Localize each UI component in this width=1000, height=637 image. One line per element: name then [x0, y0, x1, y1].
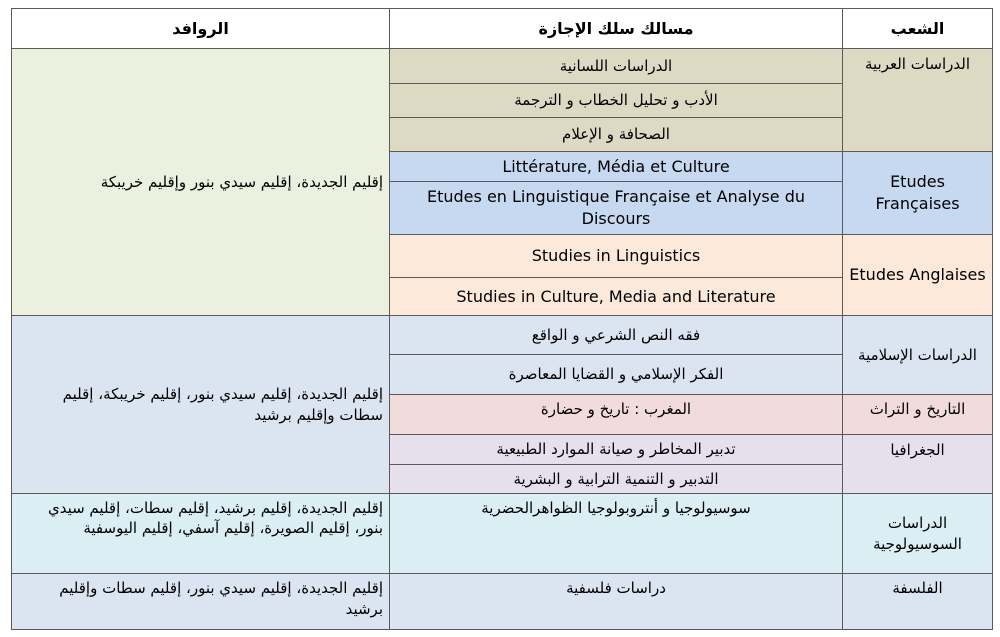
track-islamic-thought: الفكر الإسلامي و القضايا المعاصرة	[390, 354, 843, 394]
header-branches: الشعب	[843, 9, 993, 49]
feeders-group-4: إقليم الجديدة، إقليم سيدي بنور، إقليم سطات وإقليم برشيد	[12, 574, 390, 630]
header-tracks: مسالك سلك الإجازة	[390, 9, 843, 49]
table-row	[12, 316, 993, 354]
track-morocco-history: المغرب : تاريخ و حضارة	[390, 395, 843, 435]
branch-geography: الجغرافيا	[843, 435, 993, 493]
track-risk-management: تدبير المخاطر و صيانة الموارد الطبيعية	[390, 435, 843, 464]
track-urban-sociology: سوسيولوجيا و أنتروبولوجيا الظواهرالحضرية	[390, 493, 843, 574]
track-islamic-jurisprudence: فقه النص الشرعي و الواقع	[390, 316, 843, 354]
feeders-group-2: إقليم الجديدة، إقليم سيدي بنور، إقليم خريبكة، إقليم سطات وإقليم برشيد	[12, 316, 390, 493]
header-feeders: الروافد	[12, 9, 390, 49]
track-territorial-development: التدبير و التنمية الترابية و البشرية	[390, 464, 843, 493]
feeders-group-1: إقليم الجديدة، إقليم سيدي بنور وإقليم خريبكة	[12, 49, 390, 316]
branch-islamic-studies: الدراسات الإسلامية	[843, 316, 993, 395]
table-row	[12, 574, 993, 630]
track-arabic-literature: الأدب و تحليل الخطاب و الترجمة	[390, 83, 843, 117]
branch-english-studies: Etudes Anglaises	[843, 234, 993, 316]
track-french-linguistics: Etudes en Linguistique Française et Analyse du Discours	[390, 182, 843, 234]
branch-arabic-studies: الدراسات العربية	[843, 49, 993, 152]
programs-table	[11, 8, 993, 630]
track-english-linguistics: Studies in Linguistics	[390, 234, 843, 277]
track-english-culture: Studies in Culture, Media and Literature	[390, 278, 843, 316]
branch-french-studies: Etudes Françaises	[843, 152, 993, 235]
branch-sociology: الدراسات السوسيولوجية	[843, 493, 993, 574]
table-row	[12, 49, 993, 83]
feeders-group-3: إقليم الجديدة، إقليم برشيد، إقليم سطات، إقليم سيدي بنور، إقليم الصويرة، إقليم آسفي، إقليم اليوسفية	[12, 493, 390, 574]
track-arabic-linguistics: الدراسات اللسانية	[390, 49, 843, 83]
track-philosophy: دراسات فلسفية	[390, 574, 843, 630]
header-row	[12, 9, 993, 49]
branch-history: التاريخ و التراث	[843, 395, 993, 435]
track-arabic-journalism: الصحافة و الإعلام	[390, 117, 843, 151]
track-french-literature: Littérature, Média et Culture	[390, 152, 843, 182]
table-row	[12, 493, 993, 574]
branch-philosophy: الفلسفة	[843, 574, 993, 630]
